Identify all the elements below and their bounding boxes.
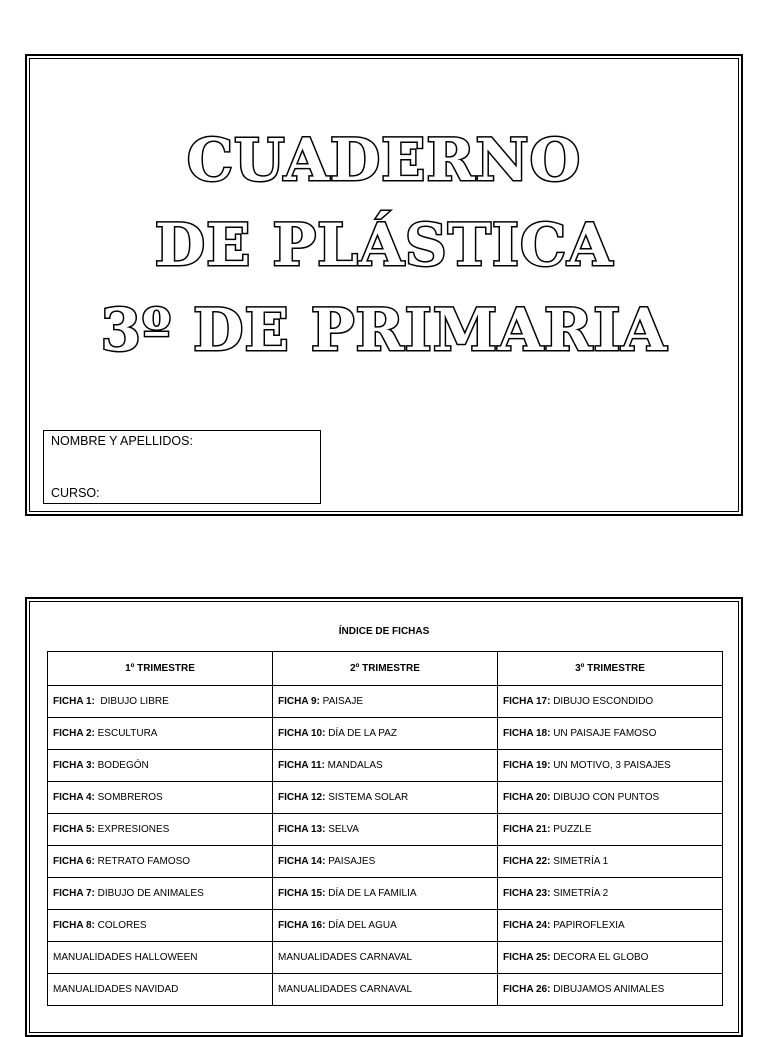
header-term-1: 1º TRIMESTRE <box>48 652 273 686</box>
ficha-code: FICHA 11: <box>278 760 325 771</box>
table-row <box>48 750 723 782</box>
ficha-title: MANUALIDADES NAVIDAD <box>53 984 179 995</box>
table-cell <box>498 718 723 750</box>
table-cell <box>498 974 723 1006</box>
table-cell <box>48 846 273 878</box>
ficha-title: SIMETRÍA 2 <box>550 888 609 899</box>
table-cell <box>48 974 273 1006</box>
ficha-title: DIBUJO ESCONDIDO <box>550 696 654 707</box>
ficha-code: FICHA 9: <box>278 696 320 707</box>
ficha-code: FICHA 7: <box>53 888 95 899</box>
table-row <box>48 846 723 878</box>
table-cell <box>48 718 273 750</box>
ficha-title: MANUALIDADES CARNAVAL <box>278 984 413 995</box>
ficha-title: SIMETRÍA 1 <box>550 856 609 867</box>
ficha-title: PUZZLE <box>550 824 592 835</box>
table-cell <box>273 814 498 846</box>
ficha-title: SELVA <box>325 824 359 835</box>
table-cell <box>48 814 273 846</box>
table-row <box>48 942 723 974</box>
ficha-title: MANUALIDADES HALLOWEEN <box>53 952 198 963</box>
table-cell <box>273 942 498 974</box>
table-cell <box>48 942 273 974</box>
table-cell <box>498 910 723 942</box>
ficha-code: FICHA 8: <box>53 920 95 931</box>
ficha-code: FICHA 2: <box>53 728 95 739</box>
ficha-title: DECORA EL GLOBO <box>550 952 649 963</box>
ficha-title: PAPIROFLEXIA <box>550 920 625 931</box>
cover-title-line-3: 3º DE PRIMARIA <box>100 296 668 364</box>
cover-title-line-2: DE PLÁSTICA <box>154 211 614 279</box>
header-term-3: 3º TRIMESTRE <box>498 652 723 686</box>
table-cell <box>48 686 273 718</box>
ficha-title: DIBUJO CON PUNTOS <box>550 792 660 803</box>
ficha-title: COLORES <box>94 920 147 931</box>
index-table <box>47 651 723 1006</box>
ficha-code: FICHA 4: <box>53 792 95 803</box>
table-cell <box>273 878 498 910</box>
student-info-box <box>43 430 321 504</box>
ficha-code: FICHA 25: <box>503 952 551 963</box>
table-row <box>48 878 723 910</box>
header-term-2: 2º TRIMESTRE <box>273 652 498 686</box>
index-header-row <box>48 652 723 686</box>
ficha-code: FICHA 20: <box>503 792 551 803</box>
table-cell <box>498 750 723 782</box>
ficha-title: PAISAJE <box>319 696 364 707</box>
ficha-title: PAISAJES <box>325 856 376 867</box>
table-cell <box>273 782 498 814</box>
ficha-title: MANUALIDADES CARNAVAL <box>278 952 413 963</box>
ficha-title: RETRATO FAMOSO <box>94 856 191 867</box>
ficha-code: FICHA 14: <box>278 856 326 867</box>
table-cell <box>273 974 498 1006</box>
table-row <box>48 686 723 718</box>
ficha-code: FICHA 5: <box>53 824 95 835</box>
ficha-title: DÍA DE LA PAZ <box>325 728 397 739</box>
ficha-title: EXPRESIONES <box>94 824 170 835</box>
table-cell <box>48 878 273 910</box>
ficha-code: FICHA 23: <box>503 888 551 899</box>
table-row <box>48 974 723 1006</box>
ficha-title: SISTEMA SOLAR <box>325 792 409 803</box>
table-cell <box>273 910 498 942</box>
table-cell <box>498 878 723 910</box>
ficha-code: FICHA 12: <box>278 792 326 803</box>
table-row <box>48 910 723 942</box>
table-cell <box>273 750 498 782</box>
cover-frame <box>25 54 743 516</box>
ficha-title: ESCULTURA <box>94 728 158 739</box>
table-row <box>48 814 723 846</box>
table-cell <box>48 910 273 942</box>
ficha-title: MANDALAS <box>324 760 383 771</box>
ficha-code: FICHA 16: <box>278 920 326 931</box>
ficha-title: UN MOTIVO, 3 PAISAJES <box>550 760 671 771</box>
cover-title-line-1: CUADERNO <box>186 126 582 194</box>
ficha-title: SOMBREROS <box>94 792 163 803</box>
course-label: CURSO: <box>51 486 100 500</box>
table-cell <box>273 718 498 750</box>
ficha-code: FICHA 26: <box>503 984 551 995</box>
table-cell <box>498 814 723 846</box>
name-label: NOMBRE Y APELLIDOS: <box>51 434 193 448</box>
ficha-code: FICHA 17: <box>503 696 551 707</box>
ficha-title: DIBUJO LIBRE <box>94 696 169 707</box>
table-cell <box>498 782 723 814</box>
table-row <box>48 782 723 814</box>
ficha-code: FICHA 18: <box>503 728 551 739</box>
ficha-title: BODEGÓN <box>94 760 149 771</box>
index-title: ÍNDICE DE FICHAS <box>338 626 430 637</box>
table-cell <box>273 846 498 878</box>
index-frame <box>25 597 743 1037</box>
ficha-title: DIBUJAMOS ANIMALES <box>550 984 665 995</box>
ficha-title: UN PAISAJE FAMOSO <box>550 728 657 739</box>
ficha-code: FICHA 15: <box>278 888 326 899</box>
table-cell <box>48 782 273 814</box>
ficha-code: FICHA 3: <box>53 760 95 771</box>
table-cell <box>498 846 723 878</box>
ficha-code: FICHA 1: <box>53 696 95 707</box>
ficha-code: FICHA 24: <box>503 920 551 931</box>
ficha-title: DÍA DEL AGUA <box>325 920 397 931</box>
ficha-code: FICHA 19: <box>503 760 551 771</box>
ficha-code: FICHA 6: <box>53 856 95 867</box>
ficha-title: DÍA DE LA FAMILIA <box>325 888 417 899</box>
ficha-title: DIBUJO DE ANIMALES <box>94 888 204 899</box>
table-cell <box>48 750 273 782</box>
table-cell <box>498 942 723 974</box>
ficha-code: FICHA 22: <box>503 856 551 867</box>
table-cell <box>273 686 498 718</box>
ficha-code: FICHA 21: <box>503 824 551 835</box>
table-row <box>48 718 723 750</box>
table-cell <box>498 686 723 718</box>
ficha-code: FICHA 10: <box>278 728 326 739</box>
ficha-code: FICHA 13: <box>278 824 326 835</box>
